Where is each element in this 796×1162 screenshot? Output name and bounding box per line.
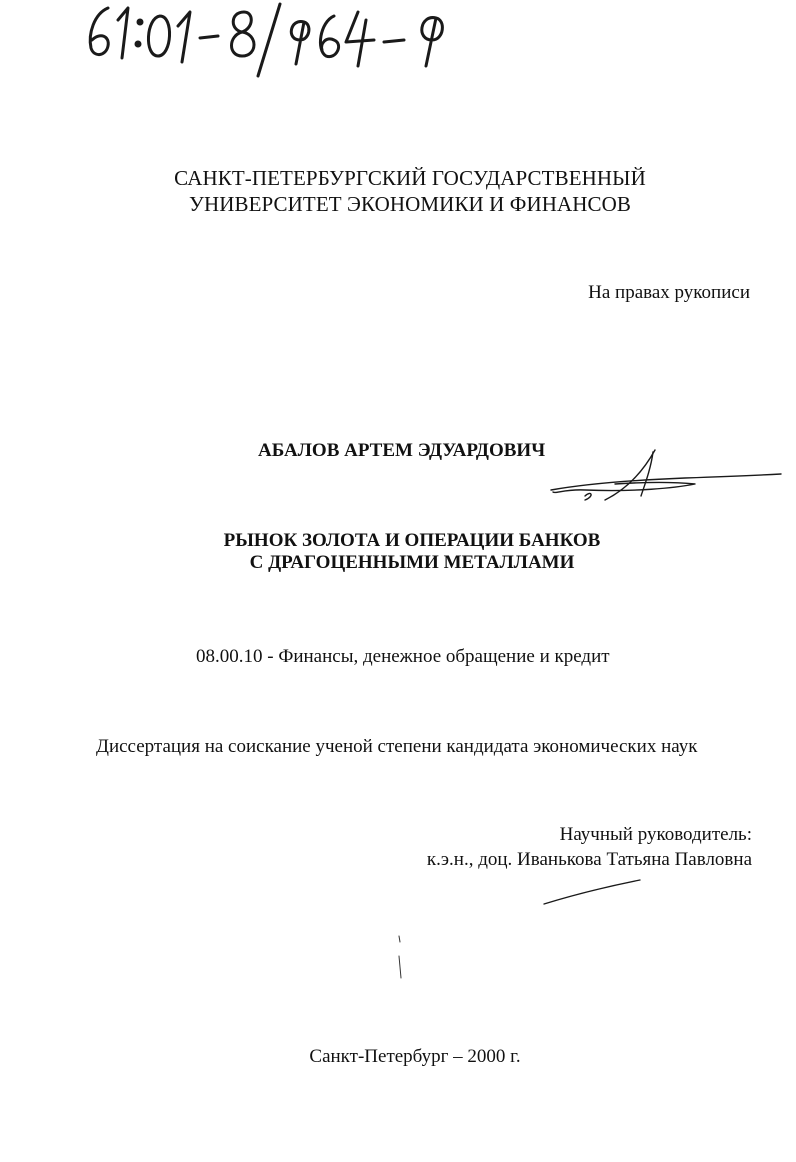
- advisor-signature: [540, 876, 645, 910]
- dissertation-title: [0, 530, 796, 574]
- pencil-mark: [394, 934, 406, 982]
- manuscript-rights-note: На правах рукописи: [588, 282, 750, 303]
- author-signature: [545, 444, 785, 506]
- university-name: [0, 165, 796, 217]
- university-line-1: САНКТ-ПЕТЕРБУРГСКИЙ ГОСУДАРСТВЕННЫЙ: [174, 166, 646, 190]
- degree-statement: Диссертация на соискание ученой степени кандидата экономических наук: [96, 736, 698, 757]
- author-name: АБАЛОВ АРТЕМ ЭДУАРДОВИЧ: [258, 440, 546, 461]
- title-line-2: С ДРАГОЦЕННЫМИ МЕТАЛЛАМИ: [249, 552, 575, 573]
- scientific-advisor: [427, 822, 752, 872]
- university-line-2: УНИВЕРСИТЕТ ЭКОНОМИКИ И ФИНАНСОВ: [188, 192, 632, 216]
- handwritten-archive-code: [82, 0, 462, 78]
- specialty-code: 08.00.10 - Финансы, денежное обращение и кредит: [196, 646, 610, 667]
- advisor-name: к.э.н., доц. Иванькова Татьяна Павловна: [426, 849, 752, 870]
- city-and-year: Санкт-Петербург – 2000 г.: [309, 1046, 521, 1067]
- advisor-label: Научный руководитель:: [559, 824, 752, 845]
- title-line-1: РЫНОК ЗОЛОТА И ОПЕРАЦИИ БАНКОВ: [223, 530, 601, 551]
